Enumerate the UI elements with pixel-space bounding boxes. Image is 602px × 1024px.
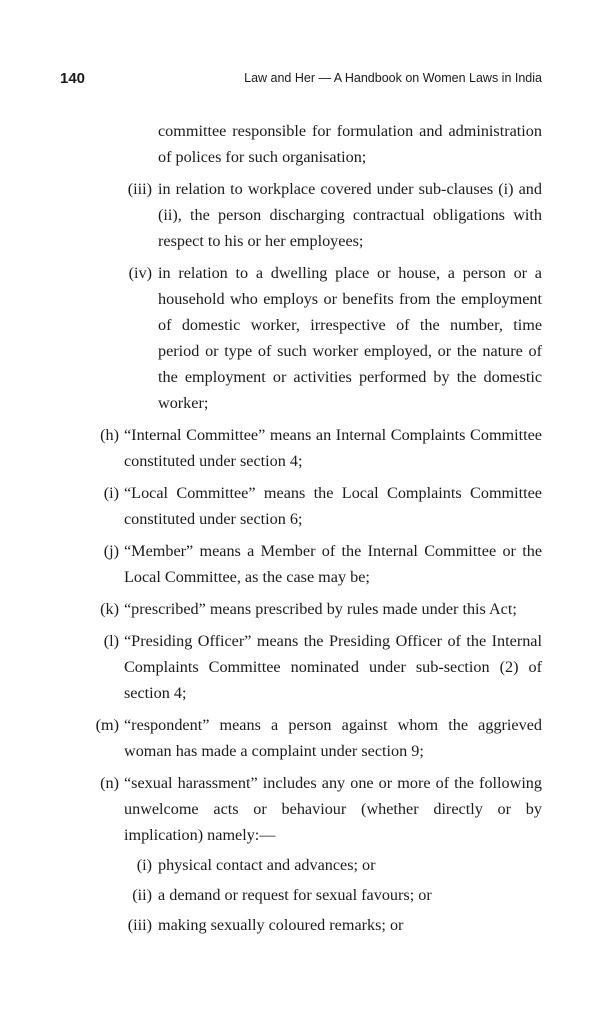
clause-label: (n) <box>100 774 119 792</box>
continuation-paragraph: committee responsible for formulation and administration of polices for such organisation; <box>158 122 542 166</box>
clause-h <box>100 422 542 474</box>
clause-text: “Presiding Officer” means the Presiding Officer of the Internal Complaints Committee nominated under sub-section (2) of section 4; <box>124 632 542 702</box>
clause-text: making sexually coloured remarks; or <box>158 916 404 934</box>
clause-label: (iv) <box>128 264 152 282</box>
clause-label: (j) <box>103 542 119 560</box>
clause-text: a demand or request for sexual favours; or <box>158 886 432 904</box>
clause-k <box>100 596 542 622</box>
clause-text: in relation to workplace covered under sub-clauses (i) and (ii), the person discharging contractual obligations with respect to his or her employees; <box>158 180 542 250</box>
sub-clause-iv <box>128 260 542 416</box>
clause-text: physical contact and advances; or <box>158 856 376 874</box>
clause-l <box>103 628 542 706</box>
sub-clause-iii <box>127 176 542 254</box>
clause-text: “Internal Committee” means an Internal Complaints Committee constituted under section 4; <box>124 426 542 470</box>
clause-text: “Local Committee” means the Local Complaints Committee constituted under section 6; <box>124 484 542 528</box>
clause-label: (ii) <box>132 886 152 904</box>
page-header <box>60 70 542 92</box>
clause-label: (h) <box>100 426 119 444</box>
act-ii <box>132 882 542 908</box>
clause-text: in relation to a dwelling place or house, a person or a household who employs or benefits from the employment of domestic worker, irrespective of the number, time period or type of such worker employed, or the nature of the employment or activities performed by the domestic worker; <box>158 264 542 412</box>
clause-i <box>103 480 542 532</box>
act-i <box>136 852 542 878</box>
clause-label: (i) <box>103 484 119 502</box>
page-body <box>0 118 602 938</box>
act-iii <box>127 912 542 938</box>
clause-text: “prescribed” means prescribed by rules made under this Act; <box>124 600 517 618</box>
clause-m <box>95 712 542 764</box>
clause-text: “respondent” means a person against whom the aggrieved woman has made a complaint under section 9; <box>124 716 542 760</box>
clause-label: (i) <box>136 856 152 874</box>
running-title: Law and Her — A Handbook on Women Laws in India <box>244 71 542 85</box>
clause-label: (iii) <box>127 916 152 934</box>
clause-label: (l) <box>103 632 119 650</box>
clause-n <box>100 770 542 848</box>
clause-label: (iii) <box>127 180 152 198</box>
clause-text: “Member” means a Member of the Internal Committee or the Local Committee, as the case may be; <box>124 542 542 586</box>
clause-label: (m) <box>95 716 119 734</box>
clause-label: (k) <box>100 600 119 618</box>
clause-j <box>103 538 542 590</box>
page-number: 140 <box>60 70 86 87</box>
clause-text: “sexual harassment” includes any one or more of the following unwelcome acts or behaviour (whether directly or by implication) namely:— <box>124 774 542 844</box>
